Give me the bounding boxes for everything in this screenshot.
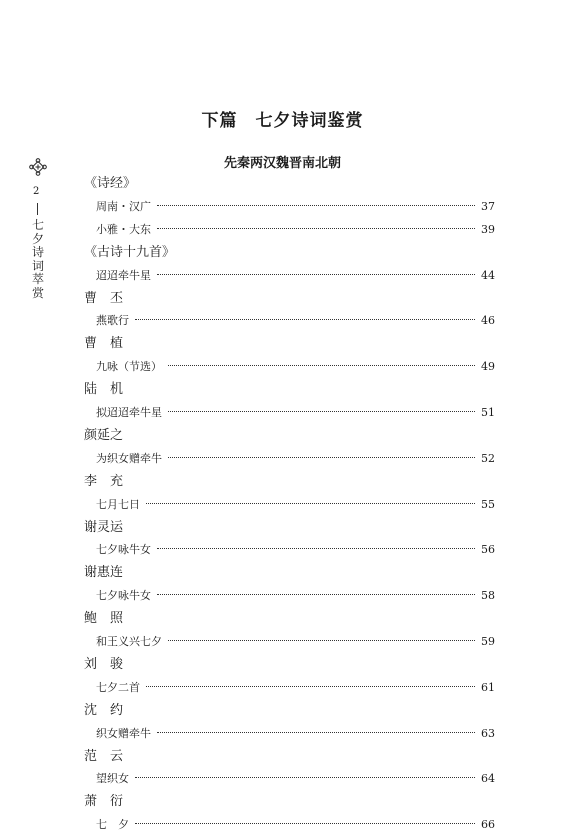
toc-entry-page: 52 (481, 451, 495, 465)
dot-leader (157, 593, 475, 595)
toc-entry-page: 44 (481, 268, 495, 282)
toc-author-heading: 范 云 (84, 748, 124, 764)
toc-entry[interactable] (96, 586, 495, 606)
toc-entry-title: 九咏（节选） (96, 360, 162, 374)
toc-entry[interactable] (96, 449, 495, 469)
dot-leader (168, 364, 475, 366)
toc-author-heading: 曹 丕 (84, 290, 124, 306)
toc-author-heading: 谢惠连 (84, 565, 124, 581)
toc-entry[interactable] (96, 311, 495, 331)
toc-entry[interactable] (96, 197, 495, 217)
toc-entry-title: 七月七日 (96, 497, 140, 511)
toc-entry-page: 59 (481, 635, 495, 648)
toc-entry-title: 燕歌行 (96, 314, 129, 328)
toc-entry-page: 46 (481, 314, 495, 328)
toc-author-heading: 陆 机 (84, 382, 124, 398)
toc-entry-title: 拟迢迢牵牛星 (96, 406, 162, 419)
toc-entry[interactable] (96, 357, 495, 377)
dot-leader (157, 547, 475, 549)
toc-author-heading: 《诗经》 (84, 176, 137, 191)
toc-entry-page: 63 (481, 726, 495, 740)
toc-entry-page: 64 (481, 772, 495, 786)
toc-entry-title: 为织女赠牵牛 (96, 451, 162, 465)
toc-entry-title: 七夕二首 (96, 680, 140, 694)
toc-entry-page: 58 (481, 589, 495, 603)
toc-entry[interactable] (96, 815, 495, 835)
toc-entry-title: 七夕咏牛女 (96, 589, 151, 603)
toc-entry-page: 66 (481, 818, 495, 832)
toc-entry-page: 55 (481, 497, 495, 511)
toc-entry-page: 49 (481, 360, 495, 374)
toc-author-heading: 鲍 照 (84, 611, 124, 627)
toc-entry[interactable] (96, 220, 495, 240)
section-title: 先秦两汉魏晋南北朝 (223, 156, 341, 171)
running-head: 七夕诗词萃赏 (31, 218, 44, 300)
toc-entry-title: 望织女 (96, 772, 129, 786)
dot-leader (157, 227, 475, 229)
dot-leader (168, 410, 475, 412)
dot-leader (146, 685, 475, 687)
part-title: 下篇 七夕诗词鉴赏 (201, 111, 364, 131)
toc-entry-title: 和王义兴七夕 (96, 635, 162, 648)
toc-entry-page: 39 (481, 222, 495, 236)
dot-leader (168, 639, 475, 641)
toc-entry[interactable] (96, 266, 495, 286)
dot-leader (135, 822, 475, 824)
toc-author-heading: 李 充 (84, 473, 124, 489)
toc-entry-title: 周南・汉广 (96, 199, 151, 213)
toc-entry-title: 七夕咏牛女 (96, 543, 151, 557)
toc-entry[interactable] (96, 632, 495, 652)
dot-leader (157, 204, 475, 206)
toc-entry[interactable] (96, 769, 495, 789)
toc-author-heading: 曹 植 (84, 336, 124, 352)
toc-entry-title: 小雅・大东 (96, 222, 151, 236)
toc-author-heading: 颜延之 (84, 427, 124, 443)
toc-entry-title: 织女赠牵牛 (96, 726, 151, 740)
dot-leader (146, 502, 475, 504)
toc-entry-page: 51 (481, 406, 495, 419)
toc-entry-page: 37 (481, 199, 495, 213)
dot-leader (157, 731, 475, 733)
toc-author-heading: 萧 衍 (84, 794, 124, 810)
page-number: 2 (33, 186, 40, 197)
toc-entry[interactable] (96, 403, 495, 423)
toc-entry-title: 七 夕 (96, 818, 129, 832)
toc-entry[interactable] (96, 724, 495, 744)
toc-author-heading: 刘 骏 (84, 656, 124, 672)
dot-leader (135, 776, 475, 778)
toc-author-heading: 沈 约 (84, 702, 124, 718)
toc-entry-page: 56 (481, 543, 495, 557)
toc-entry[interactable] (96, 495, 495, 515)
toc-author-heading: 《古诗十九首》 (84, 244, 176, 260)
dot-leader (168, 456, 475, 458)
toc-entry-title: 迢迢牵牛星 (96, 268, 151, 282)
toc-entry[interactable] (96, 678, 495, 698)
toc-entry[interactable] (96, 540, 495, 560)
dot-leader (135, 318, 475, 320)
toc-author-heading: 谢灵运 (84, 519, 124, 535)
dot-leader (157, 273, 475, 275)
toc-entry-page: 61 (481, 680, 495, 694)
